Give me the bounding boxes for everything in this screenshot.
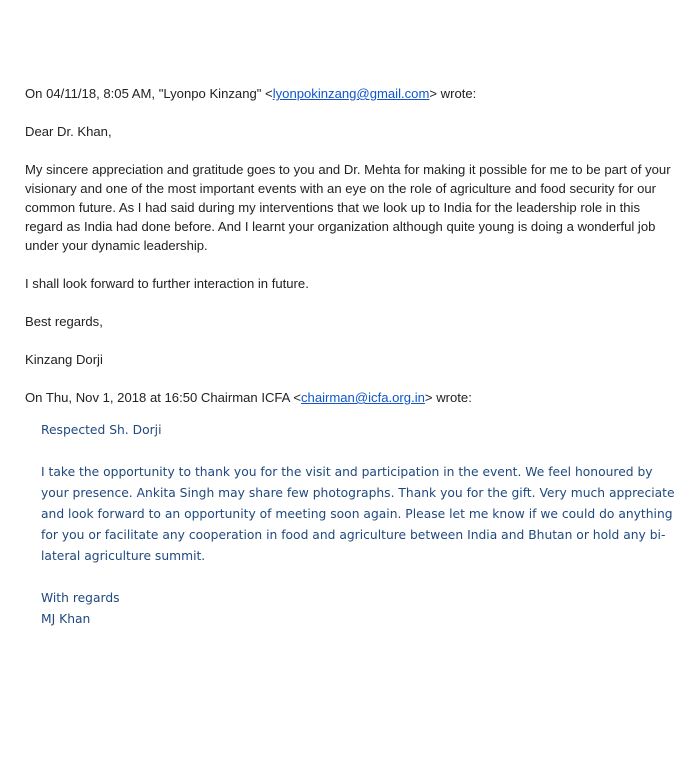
reply-body-paragraph: My sincere appreciation and gratitude goes to you and Dr. Mehta for making it possible for me to be part of your visionary and one of the most important events with an eye on the role of agriculture and food security for our common future. As I had said during my interventions that we look up to India for the leadership role in this regard as India had done before. And I learnt your organization although quite young is doing a wonderful job under your dynamic leadership.: [25, 162, 671, 253]
chairman-email-link[interactable]: chairman@icfa.org.in: [300, 390, 425, 405]
quoted-salutation: Respected Sh. Dorji: [41, 423, 162, 437]
sender-email-link[interactable]: lyonpokinzang@gmail.com: [272, 86, 430, 101]
reply-body-paragraph-2: I shall look forward to further interaction in future.: [25, 276, 309, 291]
email-reply: [25, 84, 677, 420]
reply-header: [25, 84, 677, 103]
reply-signature: Kinzang Dorji: [25, 352, 103, 367]
quoted-body: I take the opportunity to thank you for the visit and participation in the event. We feel honoured by your presence. Ankita Singh may share few photographs. Thank you for the gift. Very much appreciate and look forward to an opportunity of meeting soon again. Please let me know if we could do anything for you or facilitate any cooperation in food and agriculture between India and Bhutan or hold any bi-lateral agriculture summit.: [41, 465, 675, 563]
quote-header-prefix: On Thu, Nov 1, 2018 at 16:50 Chairman ICFA <: [25, 390, 301, 405]
quote-header: [25, 388, 677, 407]
quoted-signature: MJ Khan: [41, 612, 91, 626]
reply-header-prefix: On 04/11/18, 8:05 AM, "Lyonpo Kinzang" <: [25, 86, 273, 101]
quote-header-suffix: > wrote:: [424, 390, 472, 405]
reply-closing: Best regards,: [25, 314, 103, 329]
reply-header-suffix: > wrote:: [429, 86, 477, 101]
quoted-closing: With regards: [41, 591, 120, 605]
quoted-message: [41, 420, 681, 630]
greeting: Dear Dr. Khan,: [25, 124, 112, 139]
